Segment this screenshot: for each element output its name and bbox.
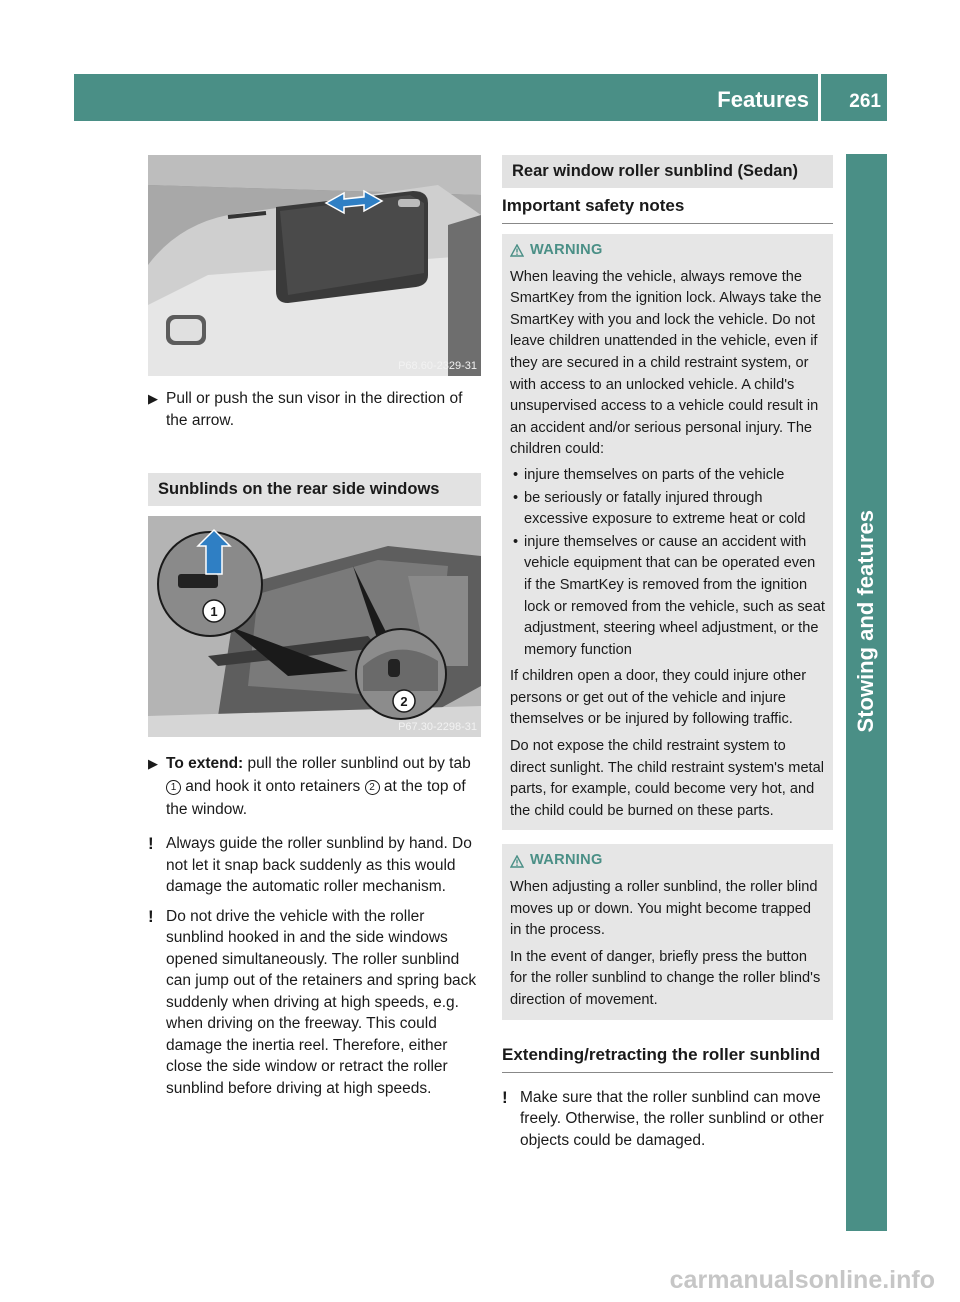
- rear-sunblind-figure: [148, 516, 481, 737]
- header-title: Features: [717, 87, 809, 112]
- figure-code: P68.60-2329-31: [398, 360, 477, 372]
- section-heading-rear-window-sunblind: Rear window roller sunblind (Sedan): [502, 155, 833, 188]
- caution-icon: !: [148, 834, 154, 853]
- warning-paragraph: When adjusting a roller sunblind, the roller blind moves up or down. You might become trapped in the process.: [510, 879, 818, 939]
- list-item: • be seriously or fatally injured through excessive exposure to extreme heat or cold: [510, 488, 825, 531]
- left-column: [148, 155, 481, 1099]
- warning-paragraph: Do not expose the child restraint system to direct sunlight. The child restraint system's metal parts, for example, could become very hot, and the child could be burned on these parts.: [510, 738, 824, 819]
- warning-paragraph: If children open a door, they could injure other persons or get out of the vehicle and injure themselves or be injured by following traffic.: [510, 668, 807, 728]
- header-divider: [818, 74, 821, 121]
- section-heading-rear-side-sunblinds: Sunblinds on the rear side windows: [148, 473, 481, 506]
- warning-box-roller-trap: [502, 844, 833, 1019]
- callout-1-label: 1: [210, 604, 218, 619]
- warning-title: WARNING: [510, 240, 825, 262]
- callout-2-label: 2: [400, 694, 408, 709]
- instruction-arrow-icon: ▶: [148, 391, 158, 406]
- warning-triangle-icon: [510, 244, 524, 257]
- chapter-tab-label-wrap: [848, 170, 884, 970]
- footer-watermark: carmanualsonline.info: [669, 1266, 935, 1294]
- note-do-not-drive: ! Do not drive the vehicle with the roller sunblind hooked in and the side windows opened simultaneously. The roller sunblind can jump out of the retainers and spring back suddenly when driving at high speeds, e.g. when driving on the freeway. This could damage the inertia reel. Therefore, either close the side window or retract the roller sunblind before driving at high speeds.: [148, 906, 477, 1097]
- warning-paragraph: In the event of danger, briefly press the button for the roller sunblind to change the roller blind's direction of movement.: [510, 948, 821, 1008]
- chapter-tab-label: Stowing and features: [853, 510, 878, 733]
- sun-visor-illustration: [148, 155, 481, 376]
- subheading-safety-notes: Important safety notes: [502, 195, 833, 224]
- warning-triangle-icon: [510, 855, 524, 868]
- sun-visor-figure: [148, 155, 481, 376]
- instruction-sun-visor: ▶ Pull or push the sun visor in the direction of the arrow.: [148, 390, 463, 429]
- callout-2-ref: 2: [365, 780, 380, 795]
- instruction-arrow-icon: ▶: [148, 756, 158, 771]
- page-header: [74, 74, 887, 121]
- list-item: • injure themselves on parts of the vehicle: [510, 465, 825, 487]
- note-guide-sunblind: ! Always guide the roller sunblind by hand. Do not let it snap back suddenly as this would damage the automatic roller mechanism.: [148, 834, 472, 895]
- page-number: 261: [849, 91, 881, 112]
- instruction-extend: ▶ To extend: pull the roller sunblind out by tab 1 and hook it onto retainers 2 at the top of the window.: [148, 752, 481, 821]
- caution-icon: !: [148, 906, 154, 926]
- right-column: [502, 155, 833, 1151]
- rear-sunblind-illustration: [148, 516, 481, 737]
- subheading-extending-retracting: Extending/retracting the roller sunblind: [502, 1044, 833, 1073]
- note-move-freely: ! Make sure that the roller sunblind can move freely. Otherwise, the roller sunblind or other objects could be damaged.: [502, 1087, 824, 1149]
- figure-code: P67.30-2298-31: [398, 721, 477, 733]
- callout-1-ref: 1: [166, 780, 181, 795]
- warning-paragraph: When leaving the vehicle, always remove the SmartKey from the ignition lock. Always take the SmartKey with you and lock the vehicle. Do not leave children unattended in the vehicle, even if they are secured in a child restraint system, or with access to an unlocked vehicle. A child's unsupervised access to a vehicle could result in an accident and/or serious personal injury. The children could:: [510, 268, 822, 458]
- warning-bullet-list: [510, 465, 825, 661]
- list-item: • injure themselves or cause an accident with vehicle equipment that can be operated even if the SmartKey is removed from the ignition lock or removed from the vehicle, such as seat adjustment, steering wheel adjustment, or the memory function: [510, 532, 825, 662]
- warning-title: WARNING: [510, 850, 825, 872]
- caution-icon: !: [502, 1087, 508, 1107]
- warning-box-children: [502, 234, 833, 830]
